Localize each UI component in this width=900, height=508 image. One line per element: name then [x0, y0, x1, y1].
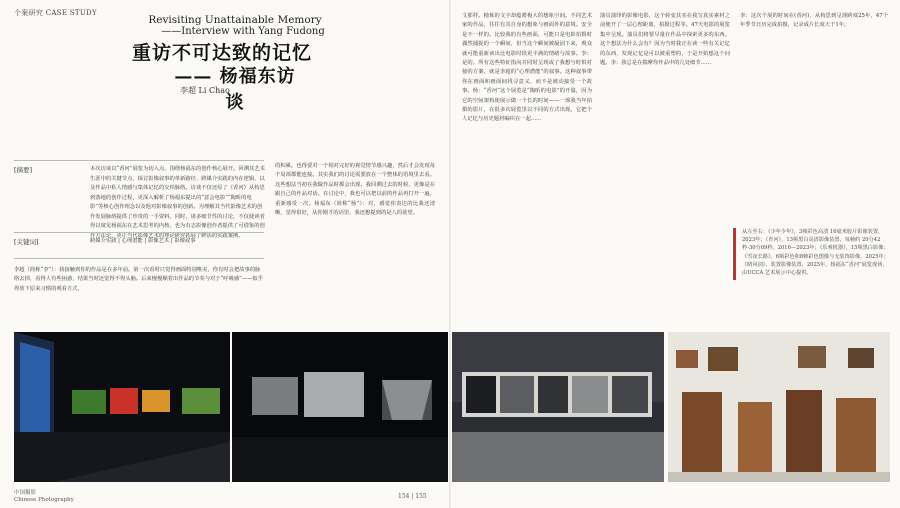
- text-column-4: 文那样。精炼的文字却蕴蓄极大的想象空间。不同艺术家的作品，往往有其自身的想象与画面外的意境。安全是不一样的。比较我的有些画面，可能只是电影拍摄时偶然捕捉的一个瞬间，但当这个瞬间被凝固下来，观众就可能重新读出比电影时段更丰满的情绪与故事。李：是的。所有这些特征指向并同时呈现或了我想与时俱对接的方案，就是李超的“心理潜能”的叙事。这种叙事带你在画面和画面间找寻意义，而不是被动接受一个故事。杨：“香河”这个展览是“陶昕的电影”的开篇，因为它的空间架构使展示做一个长的时间——一部我当年拍摄的影片，在很多次展览里以不同的方式出现。它把个人记忆与历史题材编织在一起……: [462, 13, 592, 123]
- section-header: 个案研究 CASE STUDY: [14, 9, 97, 17]
- divider: [14, 232, 264, 233]
- title-chinese-line1: 重访不可达致的记忆: [132, 42, 313, 64]
- hidden-col: [140, 266, 141, 267]
- keywords-label: [关键词]: [14, 238, 39, 246]
- text-column-6: 李：这次个展的时间在(香河)，从构思到呈现跨度25年，47个年季节日历完成拍摄，记录成片长度大于1年。: [740, 13, 888, 29]
- page-numbers: 154 | 155: [398, 493, 427, 500]
- title-chinese-line2: —— 杨福东访谈: [174, 66, 296, 113]
- photo-gallery-screens: [14, 332, 230, 482]
- intro-paragraph: 李超（简称“李”）：我接触到你的作品是在多年前。第一次看时只觉得画面特别唯美，你有时会把故事的脉络去掉，看得人有些困惑，结果当时还觉得不得头脑。后来慢慢顺着出作品的节奏与对于“呼吸感”——似乎得放下原来习惯的观看方式，: [14, 267, 264, 292]
- magazine-name-en: Chinese Photography: [14, 497, 74, 503]
- photo-antique-cabinets: [668, 332, 890, 482]
- text-column-5: 演员演绎的影像电影，这个转变其实在我写真实素材之前便开了一层心理距离，拍摄过程等。47天电影的展览集中呈现。演员们将要尽量在作品中探索更多的东西。这个想法为什么会有？因为当时我正在读一些有关记忆的东西，发现记忆是可以被重塑的，于是开始想这个问题。李：我总是在揣摩你作品中的几处细节……: [600, 13, 730, 67]
- page-gutter: [449, 0, 451, 508]
- abstract-text: 本次访谈以“香河”展览为切入点，围绕杨福东的创作核心展开。回溯其艺术生涯中的关键节点，探讨影像叙事的革新路径、跨媒介实践的内在逻辑，以及作品中私人情感与集体记忆的交织脉络。访谈不仅还原了《香河》从构思到落地的创作过程，更深入解析了杨福东提出的“意会电影”“陶昕的电影”等核心创作理念以及他对影像叙事的创新。为理解其当代影像艺术的创作发展脉络提供了珍贵的一手资料。同时，诸多细节性的讨论，不仅使读者得以窥见杨福东在艺术思考的内核，也为有志影像创作者提供了可借鉴的创作方法论，更让当代影像艺术的理论研究拓展了鲜活的实践案例。: [90, 166, 265, 239]
- photo-ink-wall: [452, 332, 664, 482]
- divider: [14, 258, 264, 259]
- caption-accent-bar: [733, 228, 736, 280]
- magazine-name-cn: 中国摄影: [14, 490, 37, 496]
- photo-caption: 从左至右：《少年少年》，3频彩色高清 16毫米胶片影像装置，2023年；《青河》，13频黑白高清影像装置，每帧约 20分42秒-30分09秒，2016—2023年；《乐观机器》，15频黑白影像；《雪夜长路》，6频彩色和8帧彩色图像与无装饰影像，2025年；《晴风别》，装置影像装置，2025年。杨福东“香河”展览现场，由UCCA 艺术展示中心提供。: [742, 229, 889, 277]
- keywords-text: 跨媒介实践 | 心理潜能 | 影像艺术 | 影像叙事: [90, 238, 196, 244]
- title-english-line2: ——Interview with Yang Fudong: [161, 26, 325, 37]
- magazine-footer: [14, 490, 74, 504]
- photo-black-white-screens: [232, 332, 448, 482]
- abstract-label: [摘要]: [14, 166, 33, 174]
- text-column-3: 的积累。也得要对一个相对完好的视觉情节感兴趣，然后才会发现每个局部都能连接。其实我们的讨论需要放在一个整体的语境里去看。这些想法当初在我做作品时都会出现。我回溯过去的时候，更像是在跟自己的作品对话。在讨论中，我也可以把以前的作品再打开一遍，重新感受一次。杨福东（简称“杨”）：对，感觉你表达的比我还清晰，觉得很好，从你刚才的话里，我还想提到的是人的欲望。: [275, 163, 435, 217]
- title-english-line1: Revisiting Unattainable Memory: [148, 14, 322, 26]
- divider: [14, 160, 264, 161]
- author-byline: 李超 Li Chao: [180, 86, 230, 95]
